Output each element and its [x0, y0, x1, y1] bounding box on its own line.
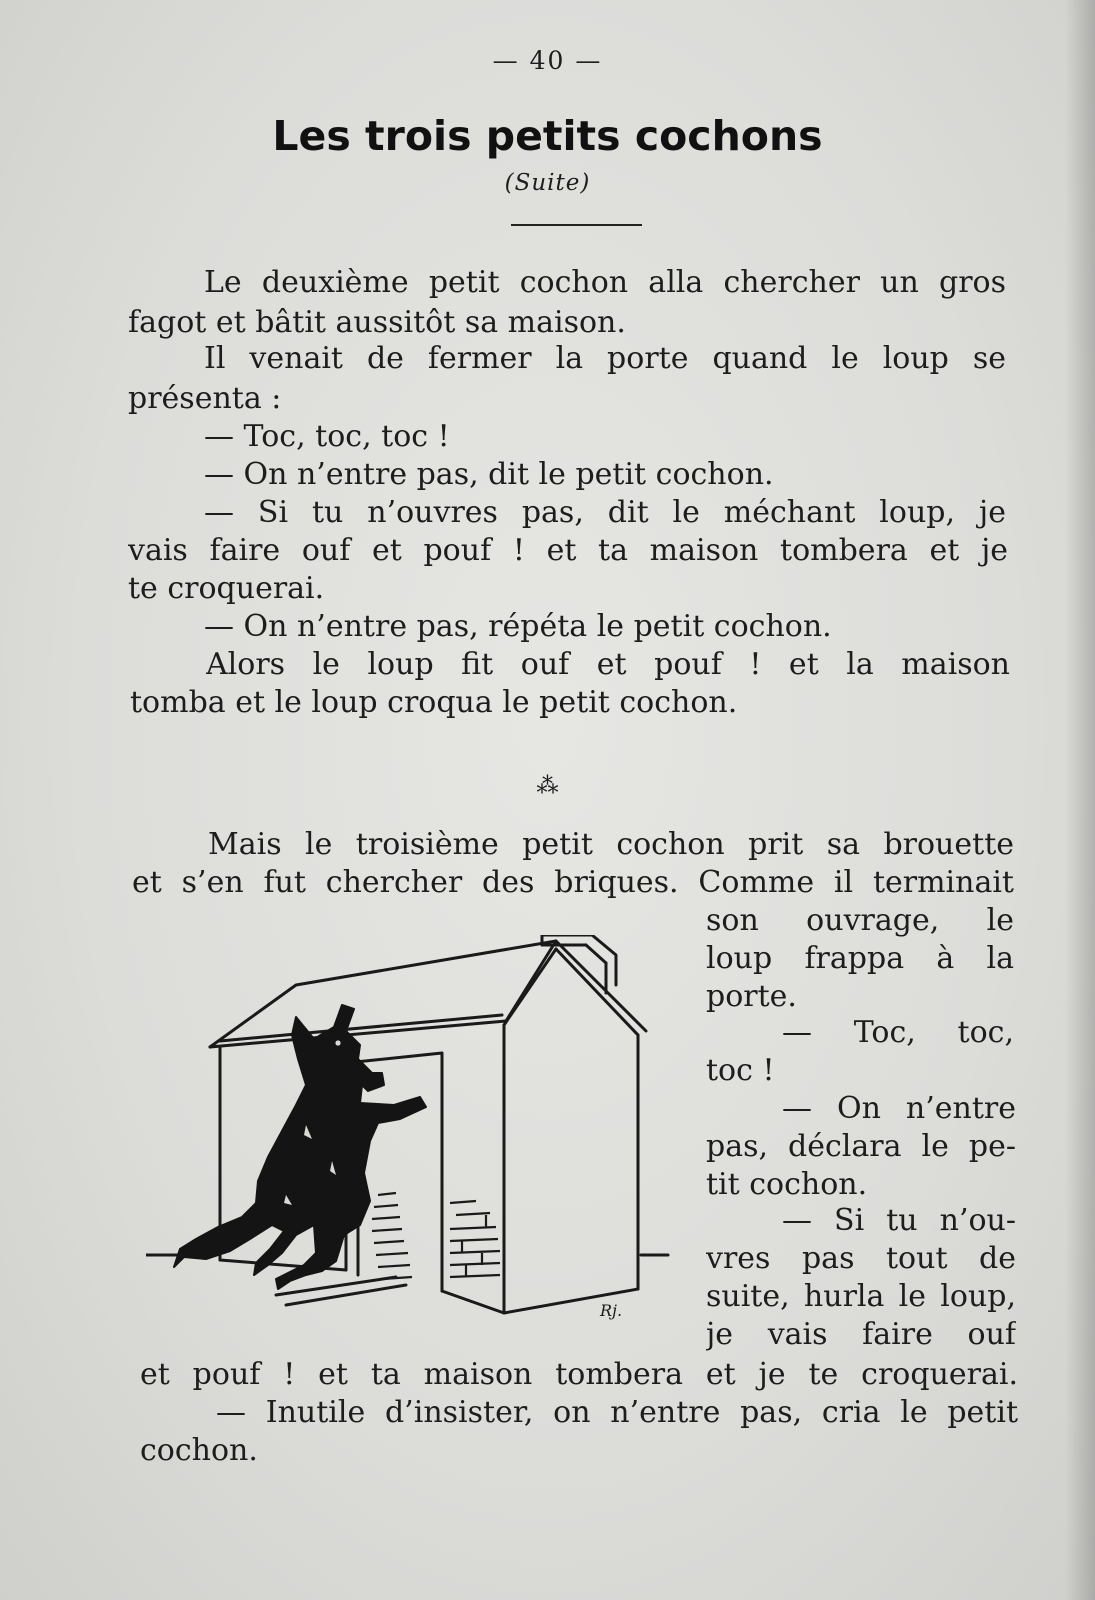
- section-separator: ⁂: [536, 774, 559, 799]
- text-line: Le deuxième petit cochon alla chercher un gros: [204, 265, 1006, 300]
- text-line: cochon.: [140, 1433, 258, 1468]
- text-line: — On n’entre pas, dit le petit cochon.: [204, 457, 774, 492]
- page-number: — 40 —: [492, 46, 603, 75]
- side-text-line: toc !: [706, 1053, 775, 1088]
- text-line: présenta :: [128, 381, 282, 416]
- side-text-line: — On n’entre: [782, 1091, 1016, 1126]
- wolf-knocking-brick-house-icon: [146, 935, 686, 1345]
- page-edge-shadow: [1065, 0, 1095, 1600]
- text-line: fagot et bâtit aussitôt sa maison.: [128, 305, 626, 340]
- text-line: et s’en fut chercher des briques. Comme il terminait: [132, 865, 1014, 900]
- page-subtitle: (Suite): [504, 170, 591, 196]
- side-text-line: — Si tu n’ou-: [782, 1203, 1016, 1238]
- text-line: Mais le troisième petit cochon prit sa brouette: [208, 827, 1014, 862]
- text-line: — Inutile d’insister, on n’entre pas, cria le petit: [216, 1395, 1018, 1430]
- illustration-signature: Rj.: [600, 1301, 623, 1320]
- side-text-line: pas, déclara le pe-: [706, 1129, 1016, 1164]
- side-text-line: vres pas tout de: [706, 1241, 1016, 1276]
- text-line: vais faire ouf et pouf ! et ta maison tombera et je: [128, 533, 1008, 568]
- text-line: — Toc, toc, toc !: [204, 419, 450, 454]
- side-text-line: porte.: [706, 979, 797, 1014]
- side-text-line: — Toc, toc,: [782, 1015, 1014, 1050]
- text-line: te croquerai.: [128, 571, 325, 606]
- page-title: Les trois petits cochons: [272, 112, 823, 160]
- side-text-line: suite, hurla le loup,: [706, 1279, 1016, 1314]
- text-line: — On n’entre pas, répéta le petit cochon.: [204, 609, 832, 644]
- side-text-line: je vais faire ouf: [706, 1317, 1016, 1352]
- text-line: et pouf ! et ta maison tombera et je te croquerai.: [140, 1357, 1018, 1392]
- text-line: Il venait de fermer la porte quand le loup se: [204, 341, 1006, 376]
- title-divider: [511, 224, 642, 226]
- side-text-line: tit cochon.: [706, 1167, 868, 1202]
- text-line: — Si tu n’ouvres pas, dit le méchant loup, je: [204, 495, 1006, 530]
- side-text-line: loup frappa à la: [706, 941, 1014, 976]
- text-line: Alors le loup fit ouf et pouf ! et la maison: [206, 647, 1010, 682]
- text-line: tomba et le loup croqua le petit cochon.: [130, 685, 738, 720]
- side-text-line: son ouvrage, le: [706, 903, 1014, 938]
